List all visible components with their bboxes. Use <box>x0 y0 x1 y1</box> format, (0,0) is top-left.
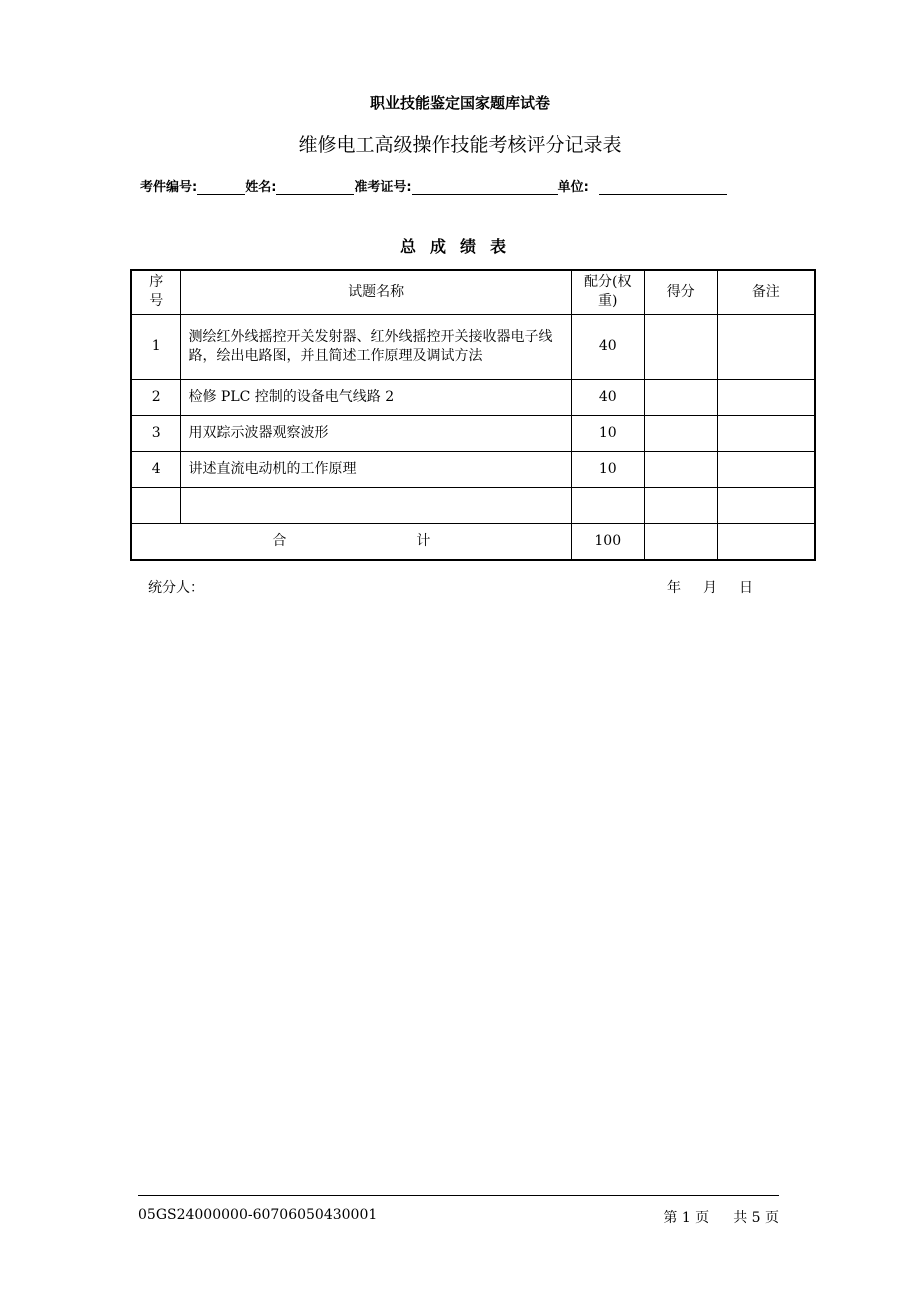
total-score-cell[interactable] <box>644 523 717 560</box>
row-score-cell[interactable] <box>644 451 717 487</box>
total-weight: 100 <box>571 523 644 560</box>
row-remark-cell[interactable] <box>717 314 815 379</box>
score-table <box>130 269 816 561</box>
table-title: 总成绩表 <box>399 237 520 256</box>
row-no: 3 <box>131 415 181 451</box>
table-row <box>131 314 815 379</box>
table-row <box>131 379 815 415</box>
org-title: 职业技能鉴定国家题库试卷 <box>369 94 550 112</box>
table-row-empty <box>131 487 815 523</box>
row-remark-cell[interactable] <box>717 379 815 415</box>
row-score-cell[interactable] <box>644 314 717 379</box>
header-weight-label: 配分(权重) <box>584 274 632 310</box>
row-remark-cell[interactable] <box>717 451 815 487</box>
row-no: 1 <box>131 314 181 379</box>
row-score-cell[interactable] <box>644 415 717 451</box>
exam-no-label: 考件编号: <box>140 180 198 195</box>
unit-label: 单位: <box>557 180 589 195</box>
total-remark-cell[interactable] <box>717 523 815 560</box>
name-label: 姓名: <box>245 180 277 195</box>
row-score-cell[interactable] <box>644 379 717 415</box>
document-code: 05GS24000000-60706050430001 <box>138 1207 378 1223</box>
candidate-info <box>140 176 727 195</box>
scorer-label: 统分人： <box>148 580 204 596</box>
row-weight: 10 <box>571 451 644 487</box>
table-total-row <box>131 523 815 560</box>
row-weight: 40 <box>571 314 644 379</box>
unit-field[interactable] <box>599 180 727 195</box>
table-header-row <box>131 270 815 314</box>
row-no: 4 <box>131 451 181 487</box>
header-seq: 序 号 <box>131 270 181 314</box>
exam-no-field[interactable] <box>197 180 245 195</box>
page-number: 第 1 页 共 5 页 <box>663 1210 779 1226</box>
row-weight: 10 <box>571 415 644 451</box>
row-remark-cell[interactable] <box>717 415 815 451</box>
row-no: 2 <box>131 379 181 415</box>
row-name: 检修 PLC 控制的设备电气线路 2 <box>181 379 571 415</box>
header-name: 试题名称 <box>181 270 571 314</box>
form-title: 维修电工高级操作技能考核评分记录表 <box>298 134 622 156</box>
header-score: 得分 <box>644 270 717 314</box>
row-name: 讲述直流电动机的工作原理 <box>181 451 571 487</box>
cert-no-field[interactable] <box>412 180 558 195</box>
name-field[interactable] <box>276 180 354 195</box>
row-name: 测绘红外线摇控开关发射器、红外线摇控开关接收器电子线路，绘出电路图，并且简述工作原理及调试方法 <box>181 314 571 379</box>
total-label: 合 计 <box>131 523 571 560</box>
header-remark: 备注 <box>717 270 815 314</box>
header-weight <box>571 270 644 314</box>
cert-no-label: 准考证号: <box>354 180 412 195</box>
row-weight: 40 <box>571 379 644 415</box>
table-row <box>131 451 815 487</box>
date-field: 年 月 日 <box>667 580 753 596</box>
table-row <box>131 415 815 451</box>
footer-divider <box>138 1195 779 1196</box>
row-name: 用双踪示波器观察波形 <box>181 415 571 451</box>
